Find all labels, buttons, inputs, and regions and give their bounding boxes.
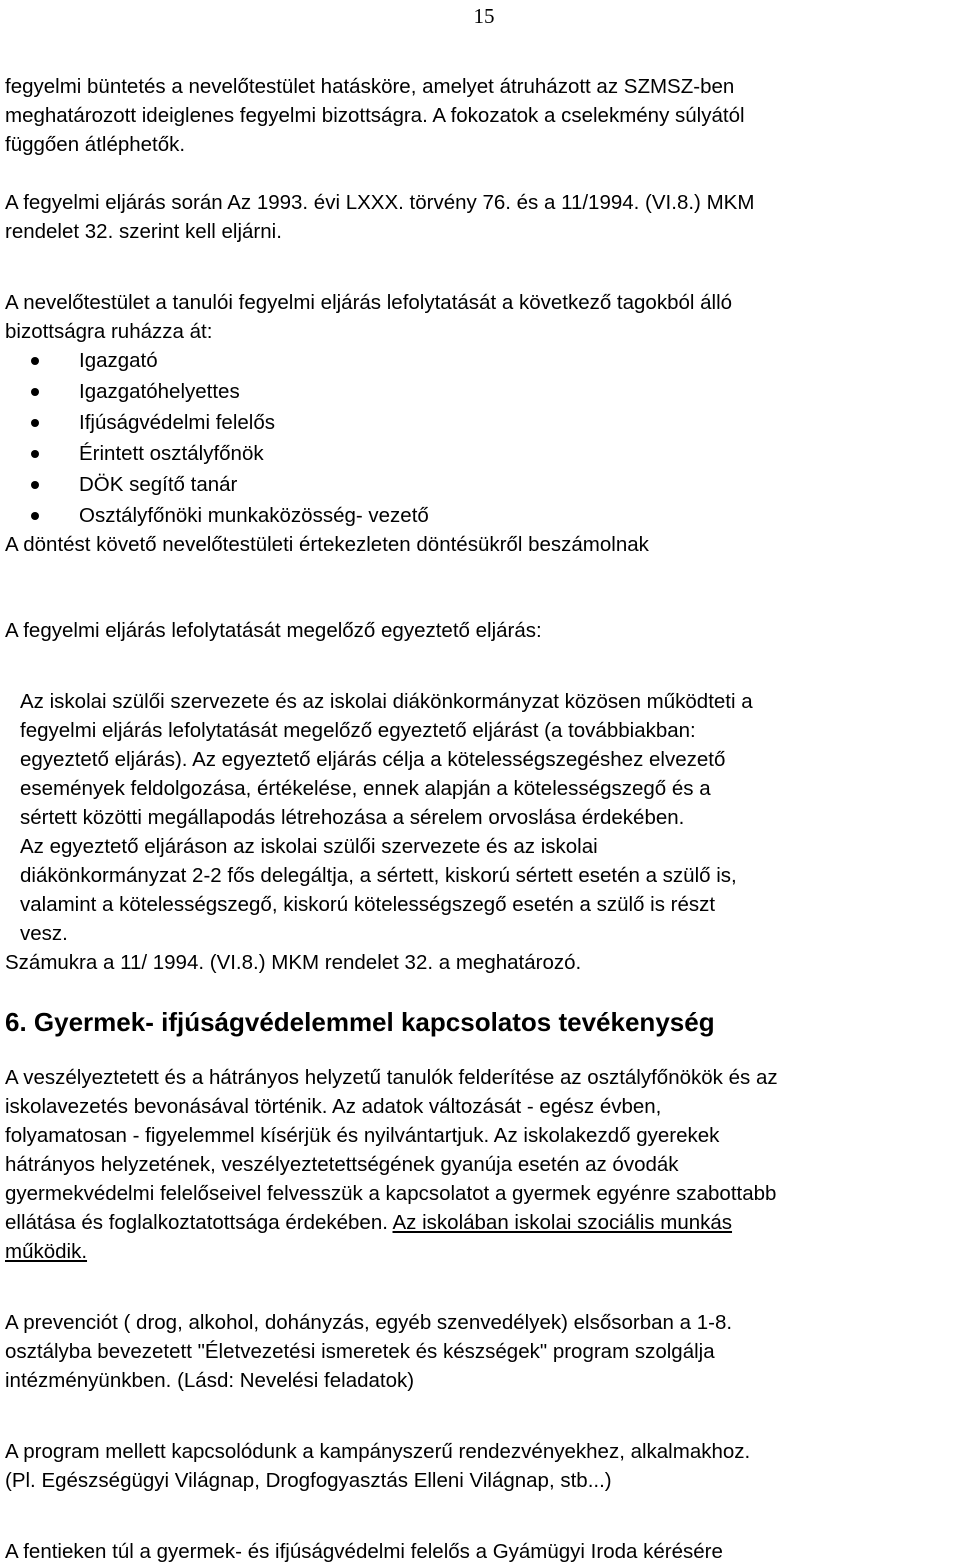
paragraph-mediation-body bbox=[5, 687, 960, 948]
text-line: események feldolgozása, értékelése, ennek alapján a kötelességszegő és a bbox=[20, 777, 711, 800]
bullet-icon bbox=[31, 512, 39, 520]
bullet-icon bbox=[31, 450, 39, 458]
underlined-text: Az iskolában iskolai szociális munkás bbox=[392, 1211, 733, 1234]
text-line: intézményünkben. (Lásd: Nevelési feladatok) bbox=[5, 1369, 415, 1392]
text-line: (Pl. Egészségügyi Világnap, Drogfogyasztás Elleni Világnap, stb...) bbox=[5, 1469, 612, 1492]
list-item bbox=[5, 439, 960, 470]
text-line: meghatározott ideiglenes fegyelmi bizottságra. A fokozatok a cselekmény súlyától bbox=[5, 104, 745, 127]
text-line: egyeztető eljárás). Az egyeztető eljárás célja a kötelességszegéshez elvezető bbox=[20, 748, 726, 771]
paragraph-prevention bbox=[5, 1308, 960, 1395]
paragraph-disciplinary-authority bbox=[5, 72, 960, 159]
section-heading: 6. Gyermek- ifjúságvédelemmel kapcsolatos tevékenység bbox=[5, 1007, 715, 1037]
text-line: bizottságra ruházza át: bbox=[5, 320, 213, 343]
text-line: fegyelmi eljárás lefolytatását megelőző egyeztető eljárást (a továbbiakban: bbox=[20, 719, 696, 742]
paragraph-child-protection bbox=[5, 1063, 960, 1266]
document-body bbox=[5, 72, 960, 1566]
text-line: A prevenciót ( drog, alkohol, dohányzás, egyéb szenvedélyek) elsősorban a 1-8. bbox=[5, 1311, 733, 1334]
list-item bbox=[5, 501, 960, 532]
paragraph-committee-intro bbox=[5, 288, 960, 346]
bullet-icon bbox=[31, 357, 39, 365]
text-line: ellátása és foglalkoztatottsága érdekében. bbox=[5, 1211, 393, 1234]
list-item-label: DÖK segítő tanár bbox=[79, 473, 238, 496]
text-line: hátrányos helyzetének, veszélyeztetettségének gyanúja esetén az óvodák bbox=[5, 1153, 679, 1176]
paragraph-mediation-title: A fegyelmi eljárás lefolytatását megelőző egyeztető eljárás: bbox=[5, 619, 542, 642]
paragraph-report: A döntést követő nevelőtestületi értekezleten döntésükről beszámolnak bbox=[5, 533, 649, 556]
text-line: sértett közötti megállapodás létrehozása a sérelem orvoslása érdekében. bbox=[20, 806, 685, 829]
paragraph-regulation: Számukra a 11/ 1994. (VI.8.) MKM rendelet 32. a meghatározó. bbox=[5, 951, 582, 974]
paragraph-guardianship: A fentieken túl a gyermek- és ifjúságvédelmi felelős a Gyámügyi Iroda kérésére bbox=[5, 1540, 723, 1563]
text-line: A fegyelmi eljárás során Az 1993. évi LXXX. törvény 76. és a 11/1994. (VI.8.) MKM bbox=[5, 191, 755, 214]
text-line: valamint a kötelességszegő, kiskorú kötelességszegő esetén a szülő is részt bbox=[20, 893, 716, 916]
list-item-label: Osztályfőnöki munkaközösség- vezető bbox=[79, 504, 429, 527]
text-line: A nevelőtestület a tanulói fegyelmi eljárás lefolytatását a következő tagokból álló bbox=[5, 291, 733, 314]
text-line: gyermekvédelmi felelőseivel felvesszük a kapcsolatot a gyermek egyénre szabottabb bbox=[5, 1182, 777, 1205]
text-line: diákönkormányzat 2-2 fős delegáltja, a sértett, kiskorú sértett esetén a szülő is, bbox=[20, 864, 737, 887]
list-item-label: Igazgatóhelyettes bbox=[79, 380, 240, 403]
list-item bbox=[5, 377, 960, 408]
text-line: Az iskolai szülői szervezete és az iskolai diákönkormányzat közösen működteti a bbox=[20, 690, 753, 713]
text-line: A veszélyeztetett és a hátrányos helyzetű tanulók felderítése az osztályfőnökök és az bbox=[5, 1066, 778, 1089]
list-item bbox=[5, 408, 960, 439]
list-item bbox=[5, 346, 960, 377]
list-item-label: Ifjúságvédelmi felelős bbox=[79, 411, 275, 434]
committee-members-list bbox=[5, 346, 960, 532]
page-number: 15 bbox=[473, 4, 495, 28]
paragraph-campaigns bbox=[5, 1437, 960, 1495]
text-line: vesz. bbox=[20, 922, 68, 945]
text-line: rendelet 32. szerint kell eljárni. bbox=[5, 220, 282, 243]
bullet-icon bbox=[31, 419, 39, 427]
text-line: osztályba bevezetett "Életvezetési ismeretek és készségek" program szolgálja bbox=[5, 1340, 715, 1363]
text-line: A program mellett kapcsolódunk a kampányszerű rendezvényekhez, alkalmakhoz. bbox=[5, 1440, 751, 1463]
text-line: iskolavezetés bevonásával történik. Az adatok változását - egész évben, bbox=[5, 1095, 662, 1118]
list-item-label: Érintett osztályfőnök bbox=[79, 442, 264, 465]
list-item-label: Igazgató bbox=[79, 349, 158, 372]
text-line: Az egyeztető eljáráson az iskolai szülői szervezete és az iskolai bbox=[20, 835, 598, 858]
underlined-text: működik. bbox=[5, 1240, 88, 1263]
paragraph-legal-basis bbox=[5, 188, 960, 246]
bullet-icon bbox=[31, 481, 39, 489]
text-line: függően átléphetők. bbox=[5, 133, 186, 156]
text-line: fegyelmi büntetés a nevelőtestület hatásköre, amelyet átruházott az SZMSZ-ben bbox=[5, 75, 735, 98]
bullet-icon bbox=[31, 388, 39, 396]
list-item bbox=[5, 470, 960, 501]
text-line: folyamatosan - figyelemmel kísérjük és nyilvántartjuk. Az iskolakezdő gyerekek bbox=[5, 1124, 720, 1147]
